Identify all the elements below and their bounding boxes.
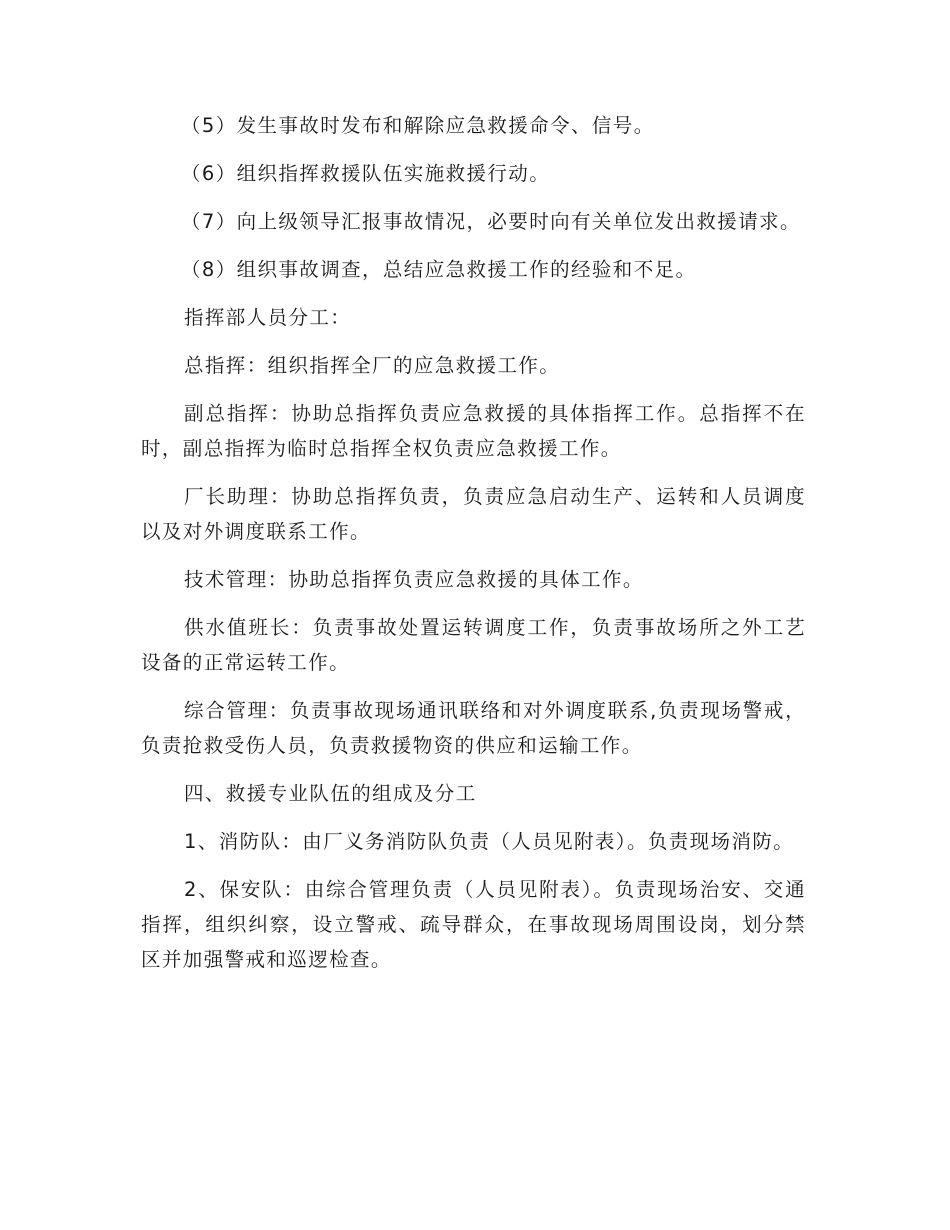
paragraph-item-6: （6）组织指挥救援队伍实施救援行动。 bbox=[181, 162, 551, 185]
paragraph-water-supply-shift-leader: 供水值班长：负责事故处置运转调度工作，负责事故场所之外工艺设备的正常运转工作。 bbox=[141, 616, 806, 674]
paragraph-technical-management: 技术管理：协助总指挥负责应急救援的具体工作。 bbox=[184, 568, 644, 591]
paragraph-item-7: （7）向上级领导汇报事故情况，必要时向有关单位发出救援请求。 bbox=[181, 210, 801, 233]
paragraph-general-management: 综合管理：负责事故现场通讯联络和对外调度联系,负责现场警戒，负责抢救受伤人员，负责救援物资的供应和运输工作。 bbox=[141, 699, 806, 757]
paragraph-security-team: 2、保安队：由综合管理负责（人员见附表）。负责现场治安、交通指挥，组织纠察，设立警戒、疏导群众，在事故现场周围设岗，划分禁区并加强警戒和巡逻检查。 bbox=[141, 878, 806, 971]
paragraph-commander: 总指挥：组织指挥全厂的应急救援工作。 bbox=[184, 354, 561, 377]
section-heading-rescue-teams: 四、救援专业队伍的组成及分工 bbox=[184, 782, 477, 805]
paragraph-factory-assistant: 厂长助理：协助总指挥负责，负责应急启动生产、运转和人员调度以及对外调度联系工作。 bbox=[141, 485, 806, 543]
paragraph-division-heading: 指挥部人员分工： bbox=[184, 306, 352, 329]
paragraph-item-5: （5）发生事故时发布和解除应急救援命令、信号。 bbox=[181, 114, 655, 137]
paragraph-deputy-commander: 副总指挥：协助总指挥负责应急救援的具体指挥工作。总指挥不在时，副总指挥为临时总指挥全权负责应急救援工作。 bbox=[141, 402, 806, 460]
paragraph-item-8: （8）组织事故调查，总结应急救援工作的经验和不足。 bbox=[181, 258, 697, 281]
document-body bbox=[141, 108, 806, 990]
paragraph-fire-brigade: 1、消防队：由厂义务消防队负责（人员见附表）。负责现场消防。 bbox=[184, 830, 795, 853]
